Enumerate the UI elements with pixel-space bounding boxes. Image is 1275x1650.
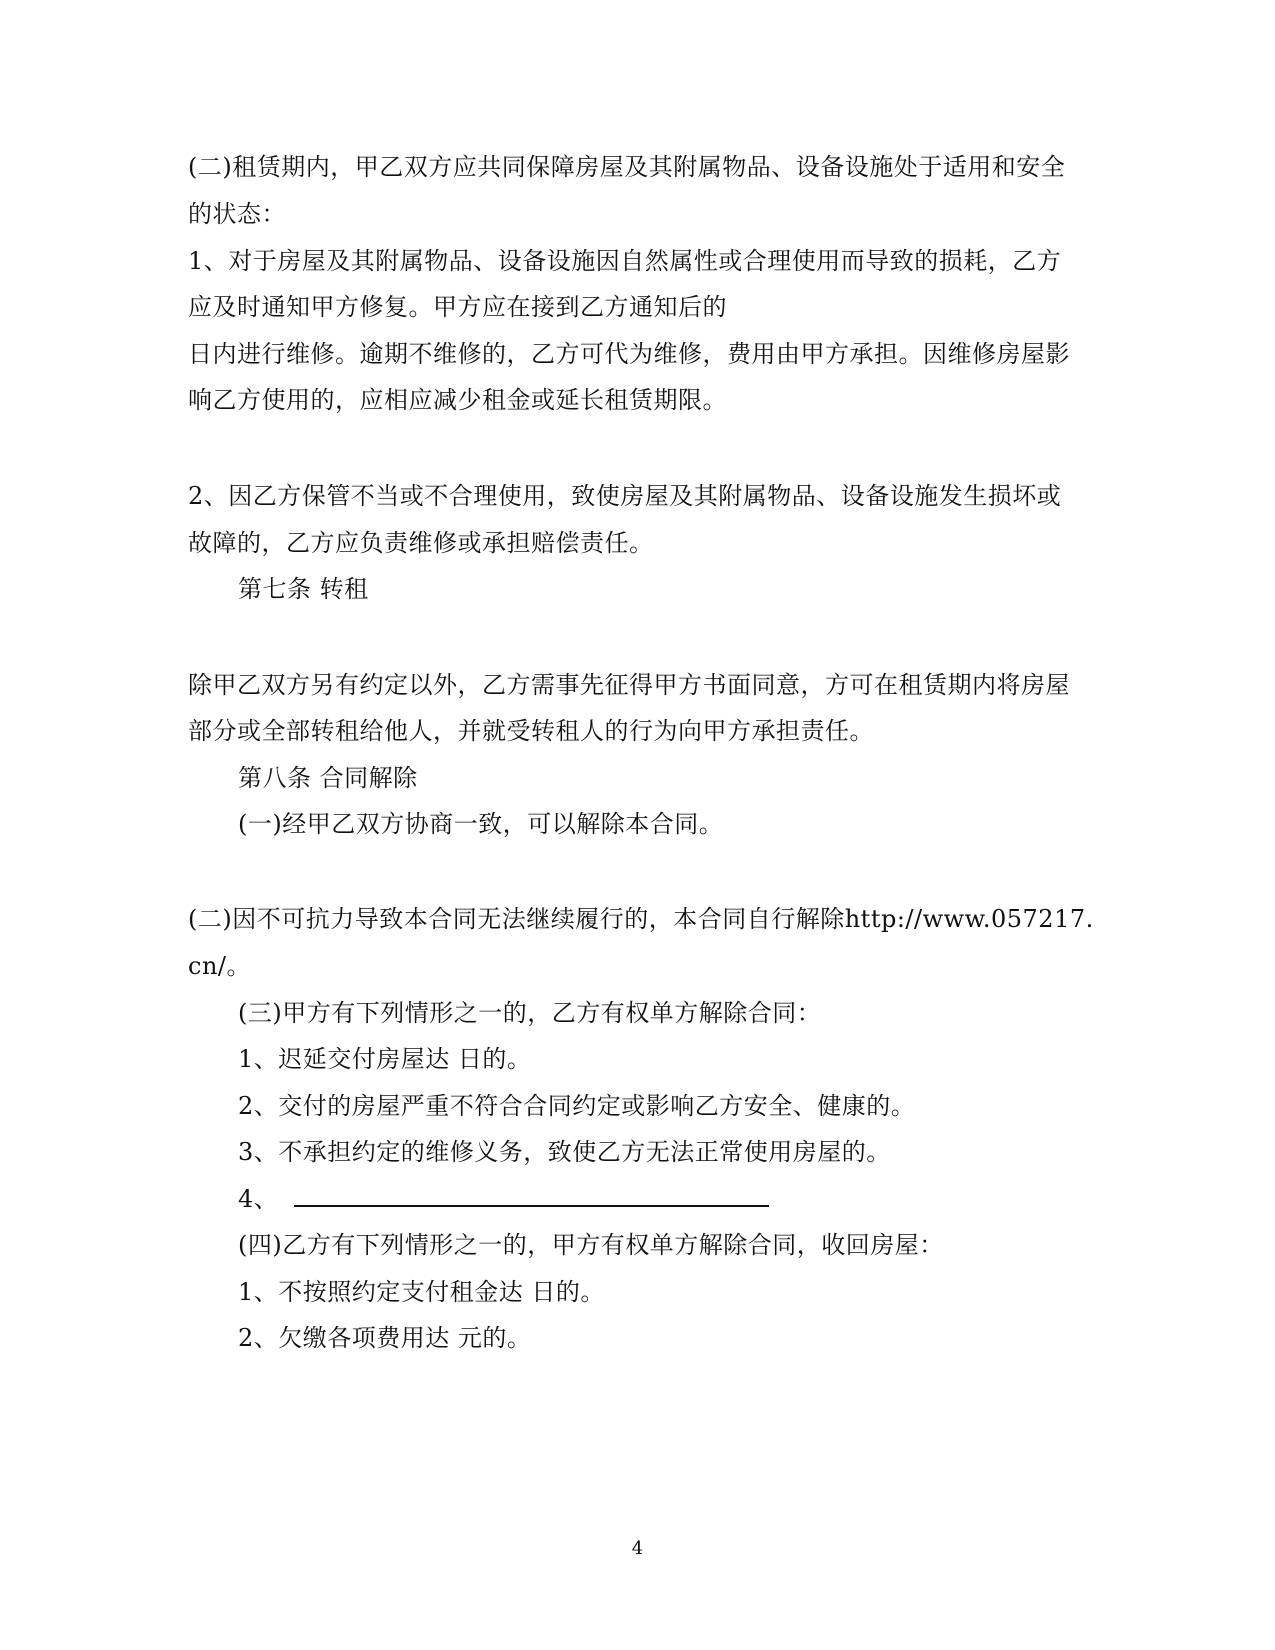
paragraph-line: (一)经甲乙双方协商一致，可以解除本合同。 <box>238 810 724 838</box>
page-number: 4 <box>631 1538 644 1559</box>
paragraph-line: (二)因不可抗力导致本合同无法继续履行的，本合同自行解除http://www.057217. <box>188 905 1094 933</box>
paragraph-line: 日内进行维修。逾期不维修的，乙方可代为维修，费用由甲方承担。因维修房屋影 <box>188 340 1070 368</box>
paragraph-line: 除甲乙双方另有约定以外，乙方需事先征得甲方书面同意，方可在租赁期内将房屋 <box>188 671 1070 699</box>
list-item: 2、欠缴各项费用达 元的。 <box>238 1324 532 1352</box>
paragraph-line: 的状态： <box>188 200 286 228</box>
article-heading: 第七条 转租 <box>238 575 369 603</box>
list-item-number: 4、 <box>238 1185 279 1213</box>
paragraph-line: 应及时通知甲方修复。甲方应在接到乙方通知后的 <box>188 293 727 321</box>
paragraph-line: 响乙方使用的，应相应减少租金或延长租赁期限。 <box>188 386 727 414</box>
paragraph-line: 2、因乙方保管不当或不合理使用，致使房屋及其附属物品、设备设施发生损坏或 <box>188 482 1062 510</box>
list-item: 3、不承担约定的维修义务，致使乙方无法正常使用房屋的。 <box>238 1138 891 1166</box>
list-item-with-blank <box>238 1184 769 1214</box>
paragraph-line: cn/。 <box>188 952 251 980</box>
paragraph-line: 故障的，乙方应负责维修或承担赔偿责任。 <box>188 529 654 557</box>
list-item: 2、交付的房屋严重不符合合同约定或影响乙方安全、健康的。 <box>238 1092 916 1120</box>
list-item: 1、迟延交付房屋达 日的。 <box>238 1045 532 1073</box>
paragraph-line: 部分或全部转租给他人，并就受转租人的行为向甲方承担责任。 <box>188 717 874 745</box>
fill-in-blank-line <box>294 1187 769 1207</box>
paragraph-line: 1、对于房屋及其附属物品、设备设施因自然属性或合理使用而导致的损耗，乙方 <box>188 247 1062 275</box>
paragraph-line: (三)甲方有下列情形之一的，乙方有权单方解除合同： <box>238 999 822 1027</box>
paragraph-line: (四)乙方有下列情形之一的，甲方有权单方解除合同，收回房屋： <box>238 1231 944 1259</box>
paragraph-line: (二)租赁期内，甲乙双方应共同保障房屋及其附属物品、设备设施处于适用和安全 <box>188 153 1066 181</box>
list-item: 1、不按照约定支付租金达 日的。 <box>238 1278 605 1306</box>
article-heading: 第八条 合同解除 <box>238 764 418 792</box>
